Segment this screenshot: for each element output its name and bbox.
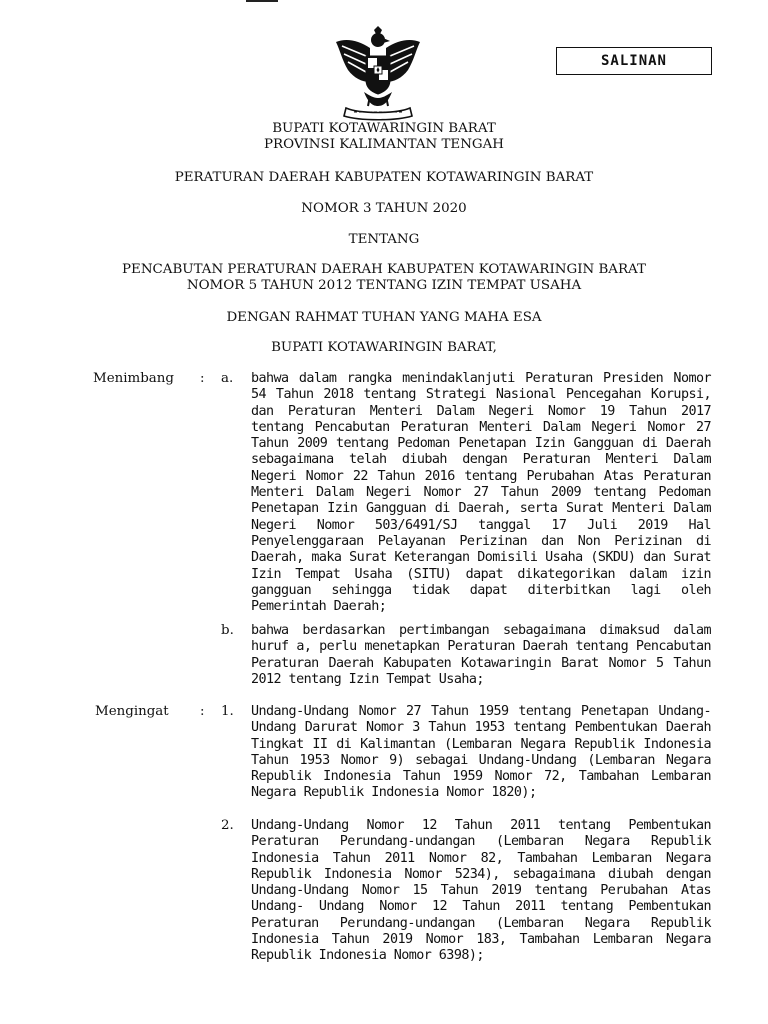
mengingat-marker-2: 2. <box>221 818 234 833</box>
menimbang-colon: : <box>200 371 205 386</box>
mengingat-label: Mengingat <box>95 704 169 719</box>
blessing-wrap <box>0 310 768 326</box>
document-header <box>0 121 768 153</box>
regent-signoff: BUPATI KOTAWARINGIN BARAT, <box>271 340 497 355</box>
regulation-number-wrap <box>0 201 768 217</box>
subject-wrap <box>0 262 768 294</box>
mengingat-item-2: Undang-Undang Nomor 12 Tahun 2011 tentang Pembentukan Peraturan Perundang-undangan (Lembaran Negara Republik Indonesia Tahun 2011 Nomor 82, Tambahan Lembaran Negara Republik Indonesia Nomor 5234), sebagaimana diubah dengan Undang-Undang Nomor 15 Tahun 2019 tentang Perubahan Atas Undang- Undang Nomor 12 Tahun 2011 tentang Pembentukan Peraturan Perundang-undangan (Lembaran Negara Republik Indonesia Tahun 2019 Nomor 183, Tambahan Lembaran Negara Republik Indonesia Nomor 6398); <box>251 818 711 964</box>
mengingat-colon: : <box>200 704 205 719</box>
menimbang-item-a: bahwa dalam rangka menindaklanjuti Peraturan Presiden Nomor 54 Tahun 2018 tentang Strategi Nasional Pencegahan Korupsi, dan Peraturan Menteri Dalam Negeri Nomor 19 Tahun 2017 tentang Pencabutan Peraturan Menteri Dalam Negeri Nomor 27 Tahun 2009 tentang Pedoman Penetapan Izin Gangguan di Daerah sebagaimana telah diubah dengan Peraturan Menteri Dalam Negeri Nomor 22 Tahun 2016 tentang Perubahan Atas Peraturan Menteri Dalam Negeri Nomor 27 Tahun 2009 tentang Pedoman Penetapan Izin Gangguan di Daerah, serta Surat Menteri Dalam Negeri Nomor 503/6491/SJ tanggal 17 Juli 2019 Hal Penyelenggaraan Pelayanan Perizinan dan Non Perizinan di Daerah, maka Surat Keterangan Domisili Usaha (SKDU) dan Surat Izin Tempat Usaha (SITU) dapat dikategorikan dalam izin gangguan sehingga tidak dapat diterbitkan lagi oleh Pemerintah Daerah; <box>251 371 711 615</box>
garuda-emblem-icon <box>332 26 424 122</box>
mengingat-marker-1: 1. <box>221 704 234 719</box>
menimbang-marker-a: a. <box>221 371 234 386</box>
about-wrap <box>0 232 768 248</box>
about-heading: TENTANG <box>348 232 420 247</box>
province-title: PROVINSI KALIMANTAN TENGAH <box>264 137 504 152</box>
top-rule <box>246 0 278 2</box>
mengingat-item-1: Undang-Undang Nomor 27 Tahun 1959 tentang Penetapan Undang-Undang Darurat Nomor 3 Tahun 1953 tentang Pembentukan Daerah Tingkat II di Kalimantan (Lembaran Negara Republik Indonesia Tahun 1953 Nomor 9) sebagai Undang-Undang (Lembaran Negara Republik Indonesia Tahun 1959 Nomor 72, Tambahan Lembaran Negara Republik Indonesia Nomor 1820); <box>251 704 711 801</box>
subject-line-1: PENCABUTAN PERATURAN DAERAH KABUPATEN KOTAWARINGIN BARAT <box>122 262 646 277</box>
subject-line-2: NOMOR 5 TAHUN 2012 TENTANG IZIN TEMPAT USAHA <box>186 278 582 293</box>
regulation-title: PERATURAN DAERAH KABUPATEN KOTAWARINGIN BARAT <box>174 170 594 185</box>
menimbang-marker-b: b. <box>221 623 234 638</box>
regulation-title-wrap <box>0 170 768 186</box>
regulation-number: NOMOR 3 TAHUN 2020 <box>301 201 467 216</box>
salinan-stamp: SALINAN <box>556 47 712 75</box>
regent-wrap <box>0 340 768 356</box>
menimbang-label: Menimbang <box>93 371 174 386</box>
regent-title: BUPATI KOTAWARINGIN BARAT <box>272 121 496 136</box>
menimbang-item-b: bahwa berdasarkan pertimbangan sebagaimana dimaksud dalam huruf a, perlu menetapkan Peraturan Daerah tentang Pencabutan Peraturan Daerah Kabupaten Kotawaringin Barat Nomor 5 Tahun 2012 tentang Izin Tempat Usaha; <box>251 623 711 687</box>
blessing-line: DENGAN RAHMAT TUHAN YANG MAHA ESA <box>226 310 542 325</box>
